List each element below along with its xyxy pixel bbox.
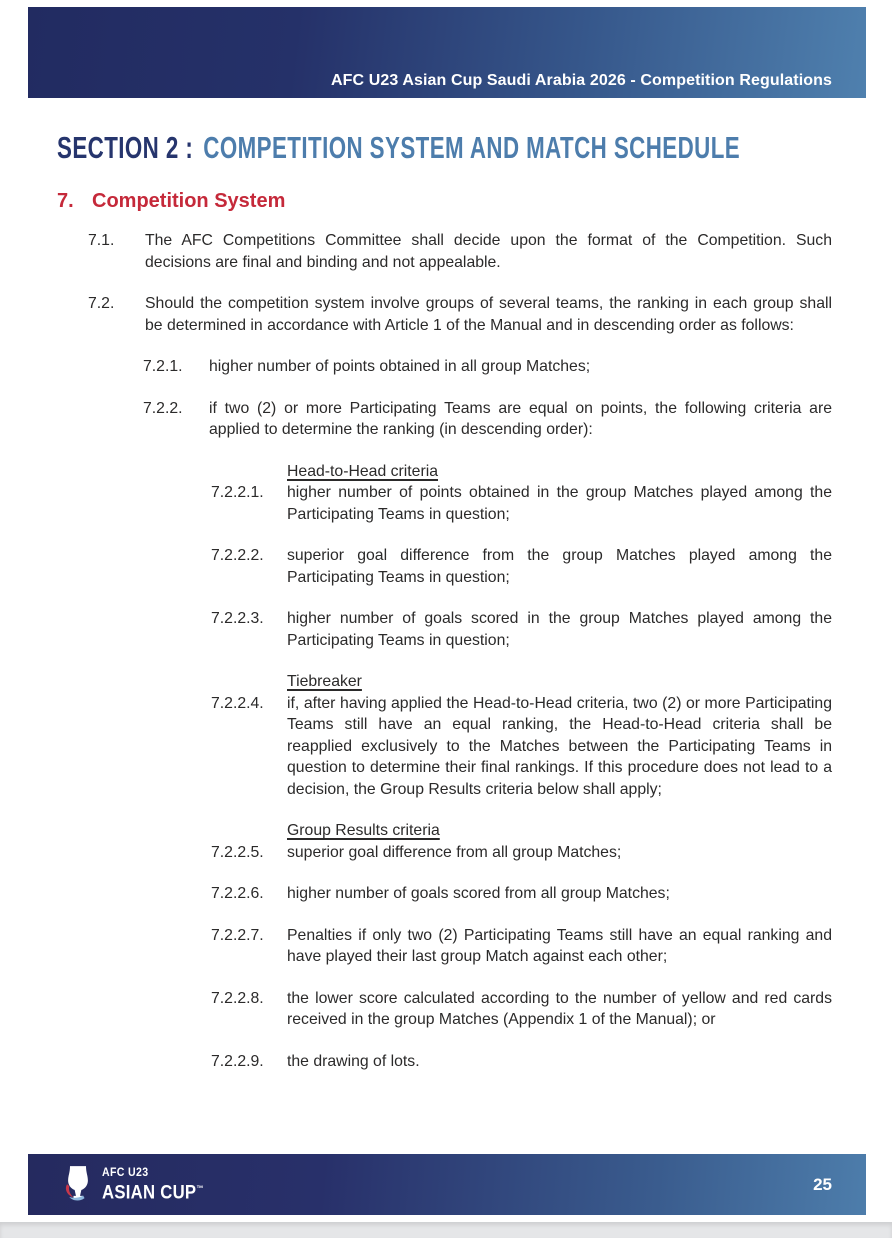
article-number: 7. [57, 190, 74, 212]
clause-7-2-1 [0, 356, 832, 378]
section-title-text: COMPETITION SYSTEM AND MATCH SCHEDULE [203, 130, 741, 165]
clause-7-2-2-4 [0, 671, 832, 800]
clause-7-2-2-6 [0, 883, 832, 905]
logo-line2: ASIAN CUP™ [102, 1182, 204, 1204]
criteria-heading: Head-to-Head criteria [287, 462, 439, 480]
clause-7-1 [0, 230, 832, 273]
trademark-symbol: ™ [196, 1183, 204, 1193]
clause-number: 7.2.2.1. [211, 484, 264, 501]
clause-7-2 [0, 293, 832, 336]
clause-text: the drawing of lots. [287, 1052, 420, 1070]
criteria-heading: Tiebreaker [287, 673, 362, 690]
clause-text: higher number of points obtained in all group Matches; [209, 358, 591, 375]
clause-7-2-2-1 [0, 461, 832, 526]
clause-7-2-2-3 [0, 608, 832, 651]
article-title: Competition System [92, 190, 286, 212]
clause-text: superior goal difference from the group Matches played among the Participating Teams in question; [287, 547, 832, 586]
clause-text: higher number of goals scored from all group Matches; [287, 885, 670, 902]
section-title [57, 130, 741, 166]
page-footer-bar [28, 1154, 866, 1215]
clause-number: 7.1. [88, 232, 115, 249]
afc-u23-asian-cup-logo [62, 1164, 218, 1206]
clauses-list [0, 230, 832, 1072]
trophy-icon [62, 1164, 94, 1206]
clause-7-2-2-2 [0, 545, 832, 588]
clause-text: if, after having applied the Head-to-Head criteria, two (2) or more Participating Teams still have an equal ranking, the Head-to-Head criteria shall be reapplied exclusively to the Matches between the Participating Teams in question to determine their final rankings. If this procedure does not lead to a decision, the Group Results criteria below shall apply; [287, 694, 832, 798]
clause-text: if two (2) or more Participating Teams are equal on points, the following criteria are applied to determine the ranking (in descending order): [209, 399, 832, 438]
clause-text: Should the competition system involve groups of several teams, the ranking in each group shall be determined in accordance with Article 1 of the Manual and in descending order as follows: [145, 295, 832, 334]
viewer-background-strip [0, 1222, 892, 1238]
clause-text: Penalties if only two (2) Participating Teams still have an equal ranking and have played their last group Match against each other; [287, 926, 832, 965]
criteria-heading: Group Results criteria [287, 822, 440, 839]
clause-number: 7.2. [88, 295, 115, 312]
page-header-bar [28, 7, 866, 98]
document-title: AFC U23 Asian Cup Saudi Arabia 2026 - Competition Regulations [331, 72, 832, 89]
clause-7-2-2-9 [0, 1051, 832, 1073]
clause-number: 7.2.2.8. [211, 989, 264, 1007]
logo-text [102, 1166, 204, 1203]
clause-number: 7.2.2.5. [211, 843, 264, 861]
clause-7-2-2 [0, 398, 832, 441]
clause-text: the lower score calculated according to the number of yellow and red cards received in the group Matches (Appendix 1 of the Manual); or [287, 989, 832, 1028]
clause-number: 7.2.2.9. [211, 1052, 264, 1070]
clause-text: superior goal difference from all group Matches; [287, 843, 622, 861]
clause-number: 7.2.2.7. [211, 926, 264, 944]
page-number: 25 [813, 1174, 832, 1194]
clause-number: 7.2.2.2. [211, 547, 264, 564]
clause-number: 7.2.2.3. [211, 610, 264, 627]
clause-number: 7.2.2. [143, 399, 183, 417]
logo-line1: AFC U23 [102, 1164, 149, 1179]
clause-text: higher number of points obtained in the group Matches played among the Participating Teams in question; [287, 484, 832, 523]
clause-7-2-2-7 [0, 925, 832, 968]
clause-7-2-2-8 [0, 988, 832, 1031]
clause-number: 7.2.2.6. [211, 885, 264, 902]
clause-text: The AFC Competitions Committee shall decide upon the format of the Competition. Such decisions are final and binding and not appealable. [145, 232, 832, 271]
article-heading [57, 188, 892, 214]
clause-number: 7.2.1. [143, 358, 183, 375]
section-title-prefix: SECTION 2 : [57, 130, 194, 165]
clause-7-2-2-5 [0, 820, 832, 863]
clause-text: higher number of goals scored in the group Matches played among the Participating Teams in question; [287, 610, 832, 649]
clause-number: 7.2.2.4. [211, 694, 264, 712]
